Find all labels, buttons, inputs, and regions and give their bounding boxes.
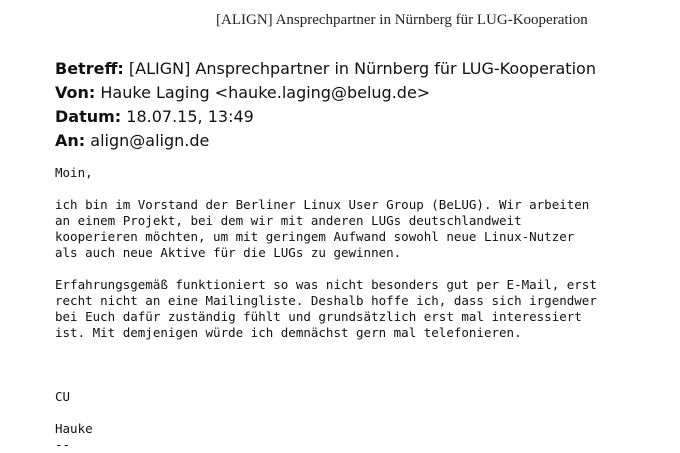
date-row	[55, 105, 596, 129]
signature-name: Hauke	[55, 421, 93, 436]
email-headers	[55, 57, 596, 153]
document-title: [ALIGN] Ansprechpartner in Nürnberg für LUG-Kooperation	[216, 12, 588, 28]
date-value: 18.07.15, 13:49	[126, 107, 254, 126]
to-label: An:	[55, 131, 86, 150]
subject-value: [ALIGN] Ansprechpartner in Nürnberg für LUG-Kooperation	[128, 59, 596, 78]
paragraph-1: ich bin im Vorstand der Berliner Linux User Group (BeLUG). Wir arbeiten an einem Projekt, bei dem wir mit anderen LUGs deutschlandweit kooperieren möchten, um mit geringem Aufwand sowohl neue Linux-Nutzer als auch neue Aktive für die LUGs zu gewinnen.	[55, 197, 590, 260]
subject-row	[55, 57, 596, 81]
closing: CU	[55, 389, 71, 404]
email-body	[55, 165, 597, 453]
from-row	[55, 81, 596, 105]
greeting: Moin,	[55, 165, 93, 180]
paragraph-2: Erfahrungsgemäß funktioniert so was nicht besonders gut per E-Mail, erst recht nicht an eine Mailingliste. Deshalb hoffe ich, dass sich irgendwer bei Euch dafür zuständig fühlt und grundsätzlich erst mal interessiert ist. Mit demjenigen würde ich demnächst gern mal telefonieren.	[55, 277, 597, 340]
to-row	[55, 129, 596, 153]
subject-label: Betreff:	[55, 59, 124, 78]
from-label: Von:	[55, 83, 96, 102]
signature-separator: --	[55, 437, 71, 452]
to-value: align@align.de	[90, 131, 210, 150]
date-label: Datum:	[55, 107, 122, 126]
from-value: Hauke Laging <hauke.laging@belug.de>	[100, 83, 431, 102]
